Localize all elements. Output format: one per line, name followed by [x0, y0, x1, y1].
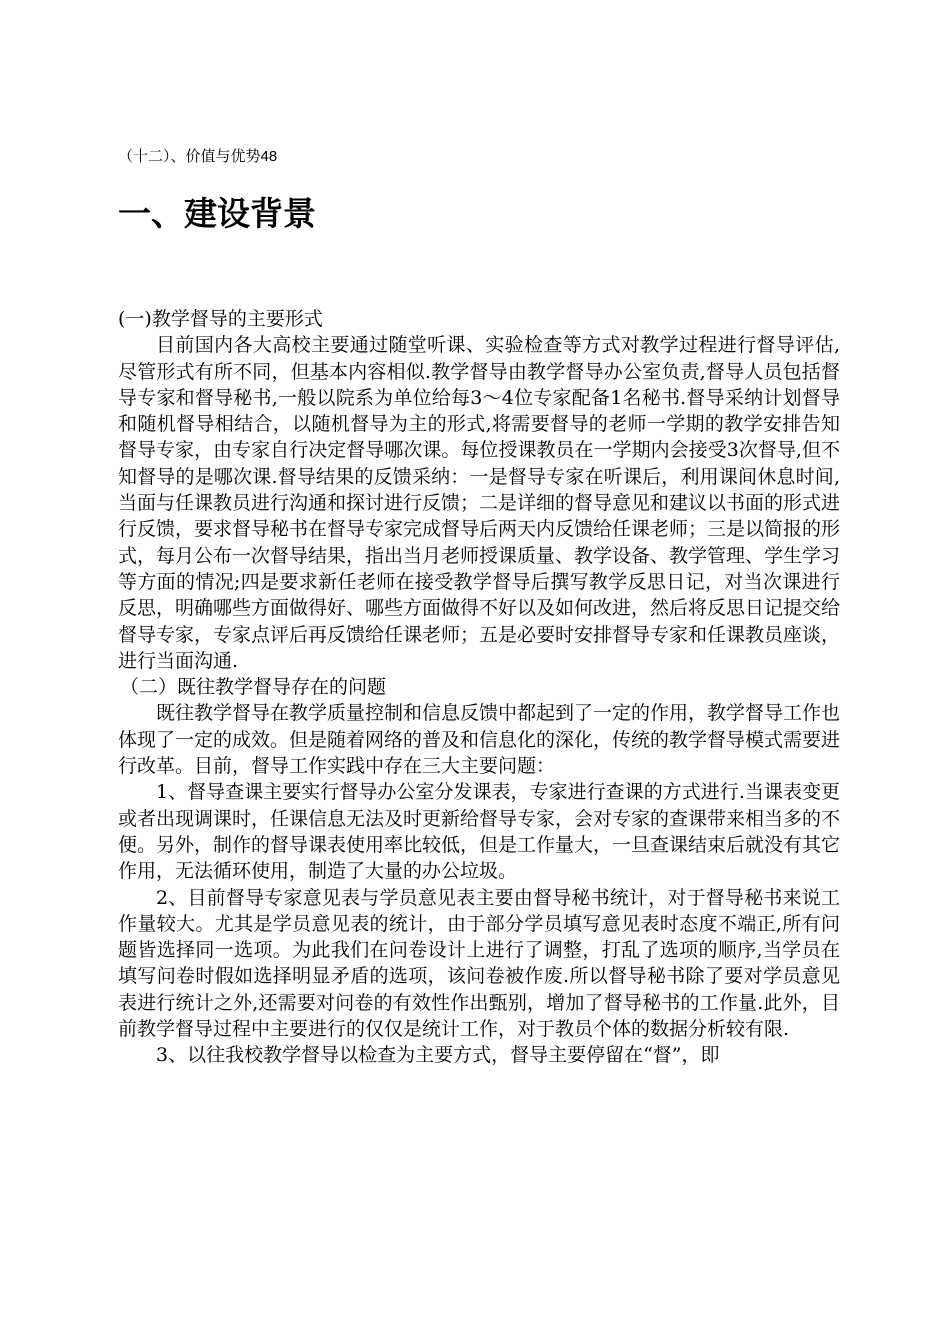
section-heading-1: (一)教学督导的主要形式 [118, 308, 323, 330]
paragraph: 2、目前督导专家意见表与学员意见表主要由督导秘书统计，对于督导秘书来说工作量较大。尤其是学员意见表的统计，由于部分学员填写意见表时态度不端正,所有问题皆选择同一选项。为此我们在问卷设计上进行了调整，打乱了选项的顺序,当学员在填写问卷时假如选择明显矛盾的选项，该问卷被作废.所以督导秘书除了要对学员意见表进行统计之外,还需要对问卷的有效性作出甄别，增加了督导秘书的工作量.此外，目前教学督导过程中主要进行的仅仅是统计工作，对于教员个体的数据分析较有限. [118, 886, 840, 1041]
paragraph: 目前国内各大高校主要通过随堂听课、实验检查等方式对教学过程进行督导评估,尽管形式有所不同，但基本内容相似.教学督导由教学督导办公室负责,督导人员包括督导专家和督导秘书,一般以院系为单位给每3～4位专家配备1名秘书.督导采纳计划督导和随机督导相结合，以随机督导为主的形式,将需要督导的老师一学期的教学安排告知督导专家，由专家自行决定督导哪次课。每位授课教员在一学期内会接受3次督导,但不知督导的是哪次课.督导结果的反馈采纳：一是督导专家在听课后，利用课间休息时间,当面与任课教员进行沟通和探讨进行反馈；二是详细的督导意见和建议以书面的形式进行反馈，要求督导秘书在督导专家完成督导后两天内反馈给任课老师；三是以简报的形式，每月公布一次督导结果，指出当月老师授课质量、教学设备、教学管理、学生学习等方面的情况;四是要求新任老师在接受教学督导后撰写教学反思日记，对当次课进行反思，明确哪些方面做得好、哪些方面做得不好以及如何改进，然后将反思日记提交给督导专家，专家点评后再反馈给任课老师；五是必要时安排督导专家和任课教员座谈，进行当面沟通. [118, 334, 841, 672]
body-text [118, 306, 840, 1069]
toc-entry: （十二）、价值与优势48 [118, 148, 278, 165]
section-heading-2: （二）既往教学督导存在的问题 [120, 676, 387, 699]
paragraph: 1、督导查课主要实行督导办公室分发课表，专家进行查课的方式进行.当课表变更或者出现调课时，任课信息无法及时更新给督导专家，会对专家的查课带来相当多的不便。另外，制作的督导课表使用率比较低，但是工作量大，一旦查课结束后就没有其它作用，无法循环使用，制造了大量的办公垃圾。 [118, 781, 841, 883]
paragraph: 既往教学督导在教学质量控制和信息反馈中都起到了一定的作用，教学督导工作也体现了一定的成效。但是随着网络的普及和信息化的深化，传统的教学督导模式需要进行改革。目前，督导工作实践中存在三大主要问题： [118, 702, 841, 778]
paragraph: 3、以往我校教学督导以检查为主要方式，督导主要停留在“督”，即 [156, 1044, 720, 1067]
chapter-title: 一、建设背景 [118, 194, 316, 233]
